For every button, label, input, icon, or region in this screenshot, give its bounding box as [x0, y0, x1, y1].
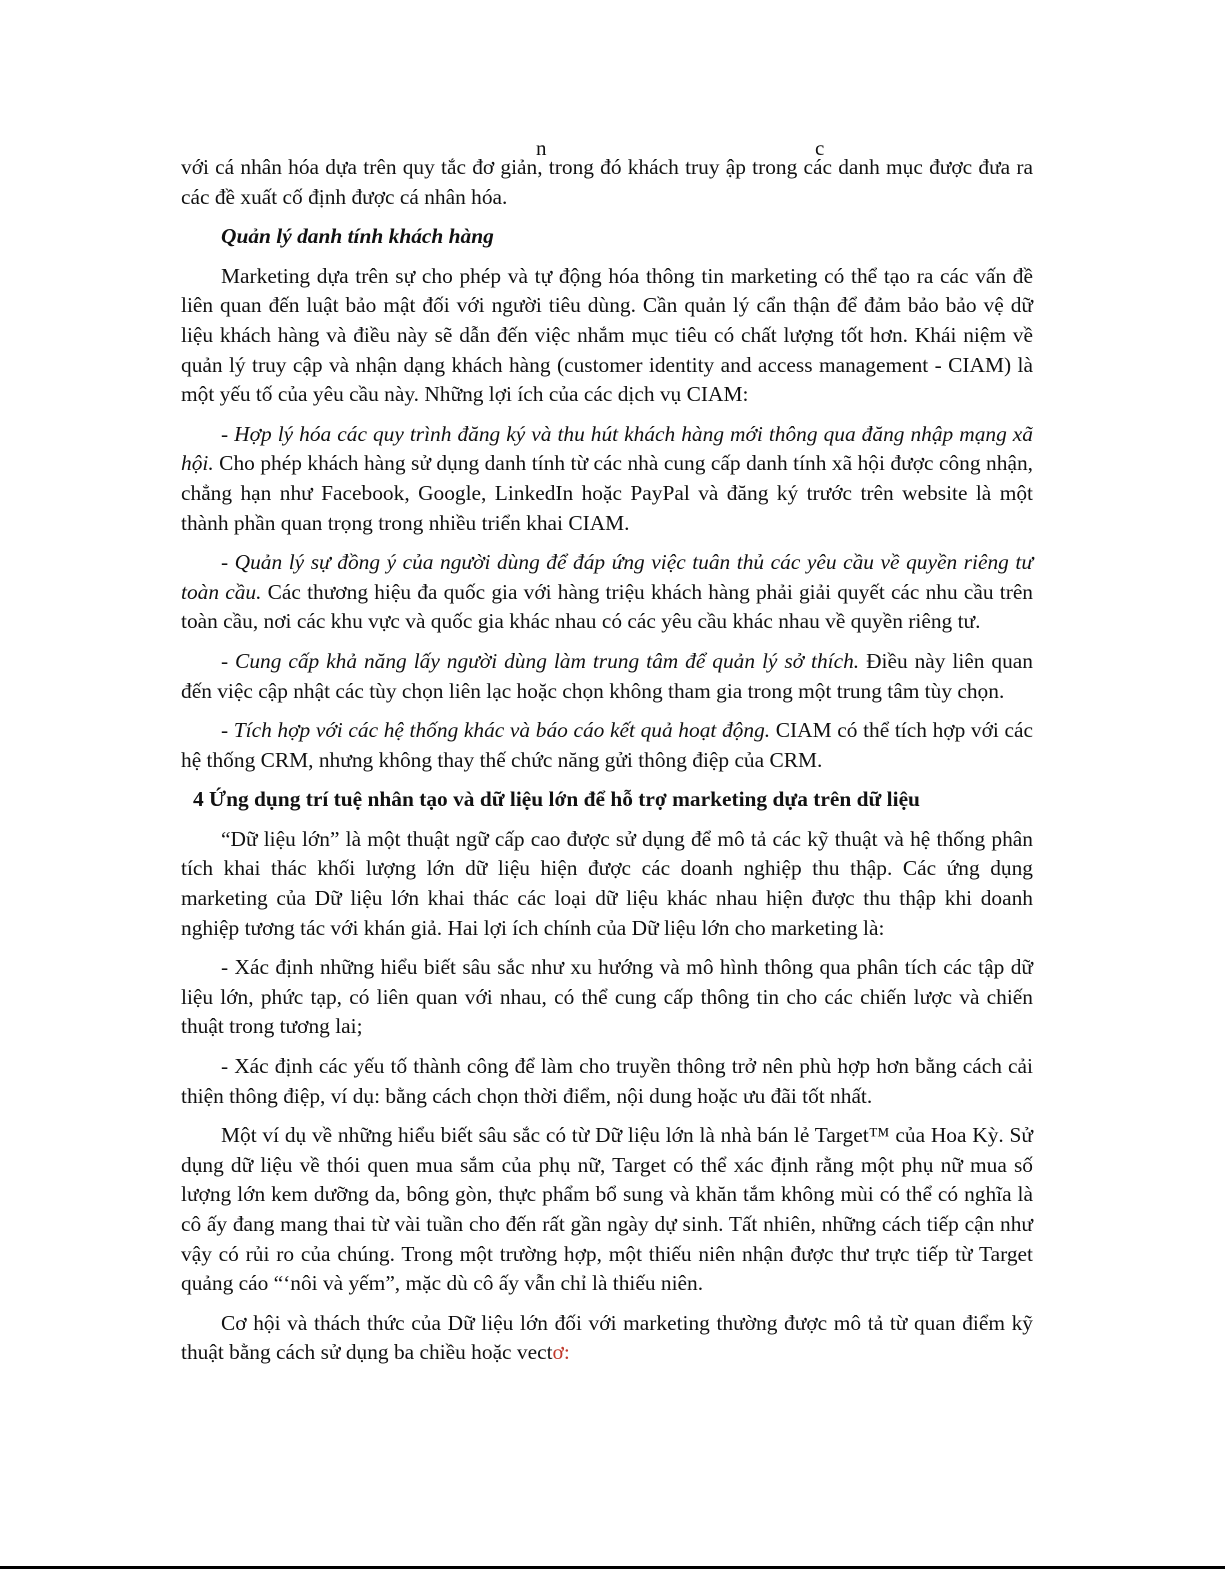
bullet-social-login	[181, 420, 1033, 538]
stray-letter-c: c	[815, 136, 825, 160]
bullet-integration-lead: - Tích hợp với các hệ thống khác và báo cáo kết quả hoạt động.	[221, 718, 771, 743]
paragraph-target-example: Một ví dụ về những hiểu biết sâu sắc có từ Dữ liệu lớn là nhà bán lẻ Target™ của Hoa Kỳ. Sử dụng dữ liệu về thói quen mua sắm của phụ nữ, Target có thể xác định rằng một phụ nữ mua số lượng lớn kem dưỡng da, bông gòn, thực phẩm bổ sung và khăn tắm không mùi có thể có nghĩa là cô ấy đang mang thai từ vài tuần cho đến rất gần ngày dự sinh. Tất nhiên, những cách tiếp cận như vậy có rủi ro của chúng. Trong một trường hợp, một thiếu niên nhận được thư trực tiếp từ Target quảng cáo “‘nôi và yếm”, mặc dù cô ấy vẫn chỉ là thiếu niên.	[181, 1123, 1033, 1296]
paragraph-opportunities-text: Cơ hội và thách thức của Dữ liệu lớn đối với marketing thường được mô tả từ quan điểm kỹ thuật bằng cách sử dụng ba chiều hoặc vect	[181, 1310, 1033, 1365]
paragraph-continuation: với cá nhân hóa dựa trên quy tắc đơ giản, trong đó khách truy ập trong các danh mục được đưa ra các đề xuất cố định được cá nhân hóa.	[181, 155, 1033, 209]
bullet-preferences-lead: - Cung cấp khả năng lấy người dùng làm trung tâm để quản lý sở thích.	[221, 648, 860, 673]
bullet-consent-text: Các thương hiệu đa quốc gia với hàng triệu khách hàng phải giải quyết các nhu cầu trên toàn cầu, nơi các khu vực và quốc gia khác nhau có các yêu cầu khác nhau về quyền riêng tư.	[181, 579, 1034, 634]
bullet-social-login-lead: - Hợp lý hóa các quy trình đăng ký và thu hút khách hàng mới thông qua đăng nhập mạng xã hội.	[181, 421, 1033, 476]
paragraph-ciam-intro: Marketing dựa trên sự cho phép và tự động hóa thông tin marketing có thể tạo ra các vấn đề liên quan đến luật bảo mật đối với người tiêu dùng. Cần quản lý cẩn thận để đảm bảo bảo vệ dữ liệu khách hàng và điều này sẽ dẫn đến việc nhắm mục tiêu có chất lượng tốt hơn. Khái niệm về quản lý truy cập và nhận dạng khách hàng (customer identity and access management - CIAM) là một yếu tố của yêu cầu này. Những lợi ích của các dịch vụ CIAM:	[181, 263, 1033, 407]
paragraph-opportunities-tail: ơ:	[552, 1340, 570, 1365]
bullet-preferences-text: Điều này liên quan đến việc cập nhật các tùy chọn liên lạc hoặc chọn không tham gia trong một trung tâm tùy chọn.	[181, 648, 1033, 703]
bullet-consent-lead: - Quản lý sự đồng ý của người dùng để đáp ứng việc tuân thủ các yêu cầu về quyền riêng tư toàn cầu.	[181, 550, 1033, 604]
section-heading-ai-big-data: 4 Ứng dụng trí tuệ nhân tạo và dữ liệu lớn để hỗ trợ marketing dựa trên dữ liệu	[193, 787, 920, 812]
stray-letter-n: n	[536, 136, 547, 160]
subheading-customer-identity: Quản lý danh tính khách hàng	[221, 224, 494, 249]
document-body	[181, 153, 1033, 1378]
bullet-consent	[181, 548, 1033, 637]
paragraph-opportunities	[181, 1309, 1033, 1368]
bullet-integration	[181, 716, 1033, 775]
bullet-social-login-text: Cho phép khách hàng sử dụng danh tính từ các nhà cung cấp danh tính xã hội được công nhận, chẳng hạn như Facebook, Google, LinkedIn hoặc PayPal và đăng ký trước trên website là một thành phần quan trọng trong nhiều triển khai CIAM.	[181, 451, 1033, 535]
paragraph-big-data-definition: “Dữ liệu lớn” là một thuật ngữ cấp cao được sử dụng để mô tả các kỹ thuật và hệ thống phân tích khai thác khối lượng lớn dữ liệu hiện được các doanh nghiệp thu thập. Các ứng dụng marketing của Dữ liệu lớn khai thác các loại dữ liệu khác nhau hiện được thu thập khi doanh nghiệp tương tác với khán giả. Hai lợi ích chính của Dữ liệu lớn cho marketing là:	[181, 826, 1033, 940]
bullet-preferences	[181, 647, 1033, 706]
paragraph-benefit-insights: - Xác định những hiểu biết sâu sắc như xu hướng và mô hình thông qua phân tích các tập dữ liệu lớn, phức tạp, có liên quan với nhau, có thể cung cấp thông tin cho các chiến lược và chiến thuật trong tương lai;	[181, 955, 1033, 1039]
page-bottom-rule	[0, 1566, 1225, 1569]
paragraph-benefit-success-factors: - Xác định các yếu tố thành công để làm cho truyền thông trở nên phù hợp hơn bằng cách cải thiện thông điệp, ví dụ: bằng cách chọn thời điểm, nội dung hoặc ưu đãi tốt nhất.	[181, 1054, 1033, 1108]
bullet-integration-text: CIAM có thể tích hợp với các hệ thống CRM, nhưng không thay thế chức năng gửi thông điệp của CRM.	[181, 718, 1033, 772]
